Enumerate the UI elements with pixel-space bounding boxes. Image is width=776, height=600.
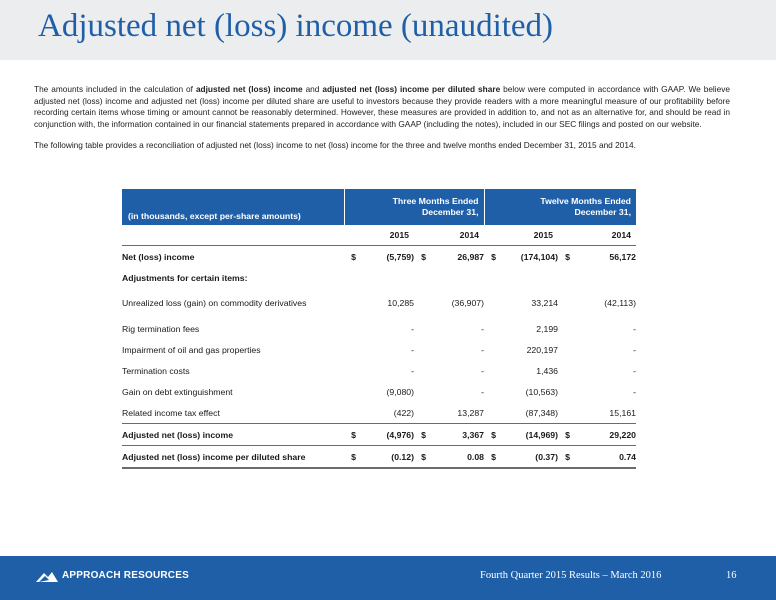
currency-symbol: $ xyxy=(344,424,356,446)
row-label: Rig termination fees xyxy=(122,323,200,334)
intro-paragraph-2: The following table provides a reconciliation of adjusted net (loss) income to net (loss) income for the three and twelve months ended December 31, 2015 and 2014. xyxy=(34,140,636,150)
value-cell: (0.37) xyxy=(496,446,558,469)
value-cell: (422) xyxy=(393,407,414,418)
table-row xyxy=(122,288,636,318)
currency-symbol: $ xyxy=(484,446,496,469)
value-cell: (0.12) xyxy=(356,446,414,469)
table-row xyxy=(122,446,636,469)
footer-caption: Fourth Quarter 2015 Results – March 2016 xyxy=(480,570,662,581)
intro-text xyxy=(34,84,730,152)
value-cell: (87,348) xyxy=(525,407,558,418)
row-label: Adjustments for certain items: xyxy=(122,272,248,283)
value-cell: (14,969) xyxy=(496,424,558,446)
value-cell: - xyxy=(633,365,636,376)
intro-text-c: and xyxy=(302,84,323,94)
row-label: Termination costs xyxy=(122,365,190,376)
value-cell: 56,172 xyxy=(609,251,636,262)
intro-term-per-share: adjusted net (loss) income per diluted share xyxy=(322,84,501,94)
header-twelve-months-line1: Twelve Months Ended xyxy=(540,196,631,206)
intro-text-e: below were computed in accordance with GAAP. We believe adjusted net (loss) income and adjusted net (loss) income per diluted share are useful to investors because they provide readers with a more meaningful measure of our profitability before recording certain items whose timing or amount cannot be reasonably determined. However, these measures are provided in addition to, and not as an alternative for, and should be read in conjunction with, the information contained in our financial statements prepared in accordance with GAAP (including the notes), included in our SEC filings and posted on our website. xyxy=(34,84,730,129)
header-three-months-line1: Three Months Ended xyxy=(392,196,479,206)
table-row xyxy=(122,360,636,381)
year-cell: 2015 xyxy=(344,225,414,246)
value-cell: (42,113) xyxy=(604,298,636,308)
currency-symbol: $ xyxy=(414,446,426,469)
table-header-label: (in thousands, except per-share amounts) xyxy=(122,189,344,225)
value-cell: - xyxy=(481,365,484,376)
currency-symbol: $ xyxy=(351,251,356,262)
row-label: Adjusted net (loss) income xyxy=(122,424,344,446)
header-three-months xyxy=(344,189,484,225)
row-label: Gain on debt extinguishment xyxy=(122,386,233,397)
value-cell: 220,197 xyxy=(526,344,558,355)
approach-resources-logo-icon xyxy=(36,570,58,582)
value-cell: (9,080) xyxy=(386,386,414,397)
header-twelve-months-line2: December 31, xyxy=(574,207,631,217)
value-cell: - xyxy=(411,323,414,334)
year-cell: 2015 xyxy=(484,225,558,246)
value-cell: - xyxy=(633,386,636,397)
company-name: APPROACH RESOURCES xyxy=(62,570,189,581)
reconciliation-table xyxy=(122,189,636,469)
intro-text-a: The amounts included in the calculation of xyxy=(34,84,196,94)
value-cell: (4,976) xyxy=(356,424,414,446)
value-cell: - xyxy=(481,344,484,355)
row-label: Net (loss) income xyxy=(122,251,195,262)
table-row xyxy=(122,246,636,268)
table-row xyxy=(122,267,636,288)
table-row xyxy=(122,424,636,446)
row-label: Adjusted net (loss) income per diluted share xyxy=(122,446,344,469)
intro-term-adjusted-income: adjusted net (loss) income xyxy=(195,84,303,94)
value-cell: - xyxy=(411,344,414,355)
currency-symbol: $ xyxy=(565,251,570,262)
value-cell: - xyxy=(481,323,484,334)
value-cell: (174,104) xyxy=(520,251,558,262)
value-cell: 29,220 xyxy=(570,424,636,446)
currency-symbol: $ xyxy=(491,251,496,262)
row-label: Unrealized loss (gain) on commodity derivatives xyxy=(122,298,307,308)
table-header-row xyxy=(122,189,636,225)
year-cell: 2014 xyxy=(414,225,484,246)
header-twelve-months xyxy=(484,189,636,225)
header-three-months-line2: December 31, xyxy=(421,207,479,217)
value-cell: 33,214 xyxy=(531,298,558,308)
currency-symbol: $ xyxy=(344,446,356,469)
value-cell: 10,285 xyxy=(387,298,414,308)
row-label: Related income tax effect xyxy=(122,407,220,418)
currency-symbol: $ xyxy=(558,424,570,446)
table-row xyxy=(122,381,636,402)
currency-symbol: $ xyxy=(558,446,570,469)
value-cell: 13,287 xyxy=(457,407,484,418)
table-row xyxy=(122,339,636,360)
intro-paragraph-1 xyxy=(34,84,730,130)
table-row xyxy=(122,318,636,339)
value-cell: (5,759) xyxy=(386,251,414,262)
currency-symbol: $ xyxy=(421,251,426,262)
currency-symbol: $ xyxy=(414,424,426,446)
value-cell: 26,987 xyxy=(457,251,484,262)
year-cell: 2014 xyxy=(558,225,636,246)
currency-symbol: $ xyxy=(484,424,496,446)
year-header-row xyxy=(122,225,636,246)
value-cell: 0.74 xyxy=(570,446,636,469)
value-cell: 15,161 xyxy=(609,407,636,418)
value-cell: - xyxy=(481,386,484,397)
table-row xyxy=(122,402,636,424)
value-cell: 3,367 xyxy=(426,424,484,446)
page-title: Adjusted net (loss) income (unaudited) xyxy=(38,8,554,44)
value-cell: (36,907) xyxy=(451,298,484,308)
value-cell: - xyxy=(411,365,414,376)
value-cell: 0.08 xyxy=(426,446,484,469)
value-cell: - xyxy=(633,323,636,334)
value-cell: (10,563) xyxy=(525,386,558,397)
value-cell: 2,199 xyxy=(536,323,558,334)
page-number: 16 xyxy=(726,570,737,581)
value-cell: - xyxy=(633,344,636,355)
value-cell: 1,436 xyxy=(536,365,558,376)
row-label: Impairment of oil and gas properties xyxy=(122,344,261,355)
